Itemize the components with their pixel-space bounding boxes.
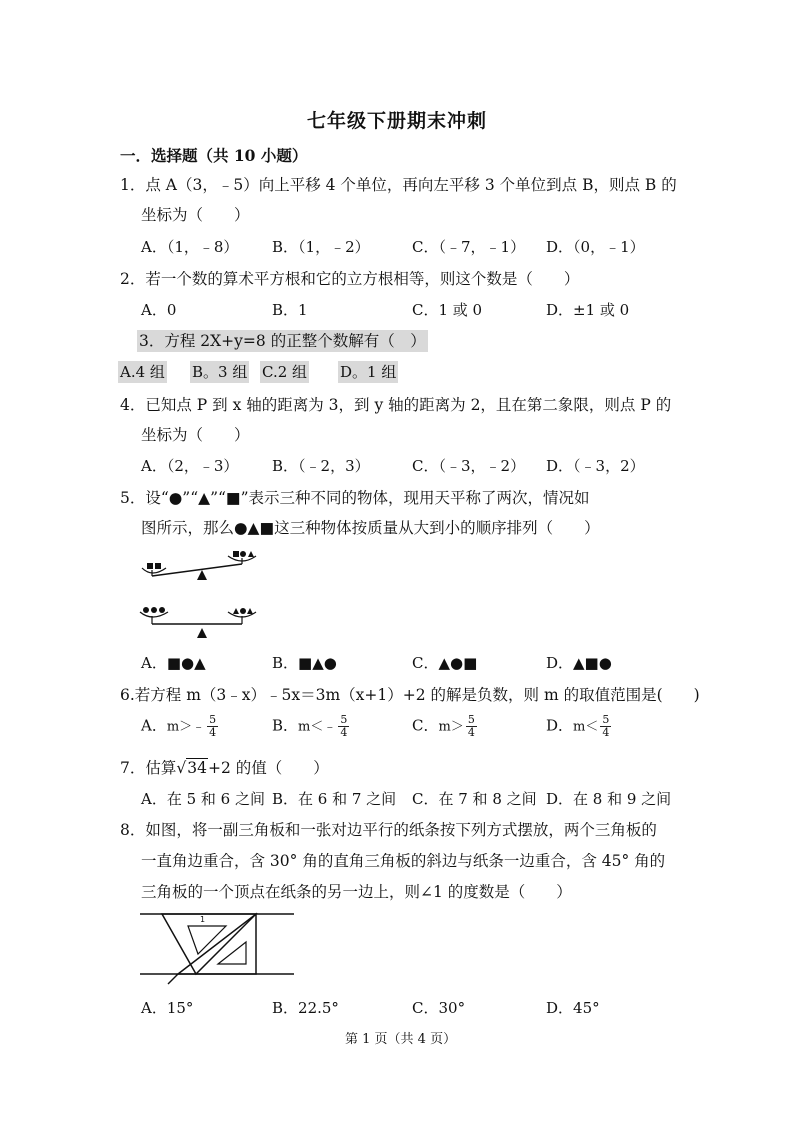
square-icon — [233, 551, 239, 557]
q7-option-c: C．在 7 和 8 之间 — [412, 790, 537, 808]
square-icon — [155, 563, 161, 569]
q5-option-d: D．▲■● — [546, 654, 612, 672]
q1-text-line2: 坐标为（ ） — [141, 206, 250, 224]
triangle-ruler-figure — [138, 908, 298, 986]
q5-text-line1: 5．设“●”“▲”“■”表示三种不同的物体，现用天平称了两次，情况如 — [120, 489, 590, 507]
q4-option-b: B．（﹣2，3） — [272, 457, 370, 475]
q7-option-b: B．在 6 和 7 之间 — [272, 790, 397, 808]
circle-icon — [240, 608, 246, 614]
fraction — [207, 714, 218, 739]
fraction-numerator: 5 — [467, 713, 475, 726]
q6-option-a-prefix: m＞﹣ — [166, 719, 206, 735]
q8-text-line2: 一直角边重合，含 30° 角的直角三角板的斜边与纸条一边重合，含 45° 角的 — [141, 852, 666, 870]
fraction-denominator: 4 — [209, 726, 217, 739]
fraction — [600, 714, 611, 739]
q7-text — [120, 758, 329, 778]
q6-option-d — [546, 714, 611, 739]
balance-scale-figure — [138, 546, 268, 646]
section-heading: 一．选择题（共 10 小题） — [120, 146, 308, 165]
q5-option-a: A．■●▲ — [141, 654, 206, 672]
q6-option-c-label: C． — [412, 716, 439, 735]
q1-option-a: A．（1，﹣8） — [141, 238, 239, 256]
q7-suffix: +2 的值（ ） — [208, 759, 329, 777]
fraction-numerator: 5 — [209, 713, 217, 726]
q4-text-line1: 4．已知点 P 到 x 轴的距离为 3，到 y 轴的距离为 2，且在第二象限，则点 P 的 — [120, 396, 672, 414]
q1-option-d: D．（0，﹣1） — [546, 238, 645, 256]
triangle-icon — [233, 608, 239, 614]
circle-icon — [151, 607, 157, 613]
q3-option-b: B。3 组 — [192, 363, 248, 381]
q1-text-line1: 1．点 A（3，﹣5）向上平移 4 个单位，再向左平移 3 个单位到点 B，则点 B 的 — [120, 176, 677, 194]
page-title: 七年级下册期末冲刺 — [307, 110, 488, 132]
circle-icon — [240, 551, 246, 557]
q8-option-a: A．15° — [141, 999, 194, 1017]
q1-option-c: C．（﹣7，﹣1） — [412, 238, 526, 256]
q6-option-b — [272, 714, 349, 739]
q2-option-a: A．0 — [141, 301, 177, 319]
angle-label: 1 — [200, 915, 206, 924]
fraction-denominator: 4 — [467, 726, 475, 739]
q2-text: 2．若一个数的算术平方根和它的立方根相等，则这个数是（ ） — [120, 270, 580, 288]
q3-option-c: C.2 组 — [262, 363, 308, 381]
q5-option-b: B．■▲● — [272, 654, 337, 672]
q6-option-c — [412, 714, 477, 739]
fraction — [466, 714, 477, 739]
q6-option-b-label: B． — [272, 716, 299, 735]
fraction-denominator: 4 — [602, 726, 610, 739]
radicand: 34 — [187, 759, 207, 777]
q3-option-d: D。1 组 — [340, 363, 397, 381]
radical-sign: √ — [176, 759, 187, 777]
fraction-numerator: 5 — [602, 713, 610, 726]
q7-prefix: 7．估算 — [120, 759, 177, 777]
q7-option-a: A．在 5 和 6 之间 — [141, 790, 265, 808]
q2-option-b: B．1 — [272, 301, 308, 319]
q4-option-a: A．（2，﹣3） — [141, 457, 239, 475]
q8-text-line3: 三角板的一个顶点在纸条的另一边上，则∠1 的度数是（ ） — [141, 883, 572, 901]
fraction-numerator: 5 — [340, 713, 348, 726]
q5-text-line2: 图所示，那么●▲■这三种物体按质量从大到小的顺序排列（ ） — [141, 519, 600, 537]
q3-text: 3．方程 2X+y=8 的正整个数解有（ ） — [139, 332, 426, 350]
square-icon — [147, 563, 153, 569]
circle-icon — [143, 607, 149, 613]
fraction-denominator: 4 — [340, 726, 348, 739]
balance-scale-1 — [142, 551, 256, 580]
q8-option-d: D．45° — [546, 999, 600, 1017]
triangle-icon — [247, 608, 253, 614]
q5-option-c: C．▲●■ — [412, 654, 478, 672]
q8-option-b: B．22.5° — [272, 999, 339, 1017]
q6-option-b-prefix: m＜﹣ — [298, 719, 337, 735]
q6-option-d-prefix: m＜ — [573, 719, 599, 735]
q6-option-a-label: A． — [141, 716, 167, 735]
q6-text: 6.若方程 m（3﹣x）﹣5x＝3m（x+1）+2 的解是负数，则 m 的取值范围是( ) — [120, 686, 700, 704]
q6-option-c-prefix: m＞ — [438, 719, 464, 735]
q4-option-d: D．（﹣3，2） — [546, 457, 645, 475]
balance-scale-2 — [140, 607, 256, 638]
q7-option-d: D．在 8 和 9 之间 — [546, 790, 672, 808]
triangle-icon — [248, 551, 254, 557]
q6-option-d-label: D． — [546, 716, 574, 735]
q3-option-a: A.4 组 — [120, 363, 165, 381]
q4-text-line2: 坐标为（ ） — [141, 426, 250, 444]
q2-option-c: C．1 或 0 — [412, 301, 483, 319]
q8-text-line1: 8．如图，将一副三角板和一张对边平行的纸条按下列方式摆放，两个三角板的 — [120, 821, 657, 839]
square-root — [176, 758, 208, 778]
q4-option-c: C．（﹣3，﹣2） — [412, 457, 526, 475]
q1-option-b: B．（1，﹣2） — [272, 238, 370, 256]
q2-option-d: D．±1 或 0 — [546, 301, 630, 319]
page-footer: 第 1 页（共 4 页） — [345, 1032, 457, 1047]
fraction — [338, 714, 349, 739]
q6-option-a — [141, 714, 218, 739]
q8-option-c: C．30° — [412, 999, 466, 1017]
circle-icon — [159, 607, 165, 613]
